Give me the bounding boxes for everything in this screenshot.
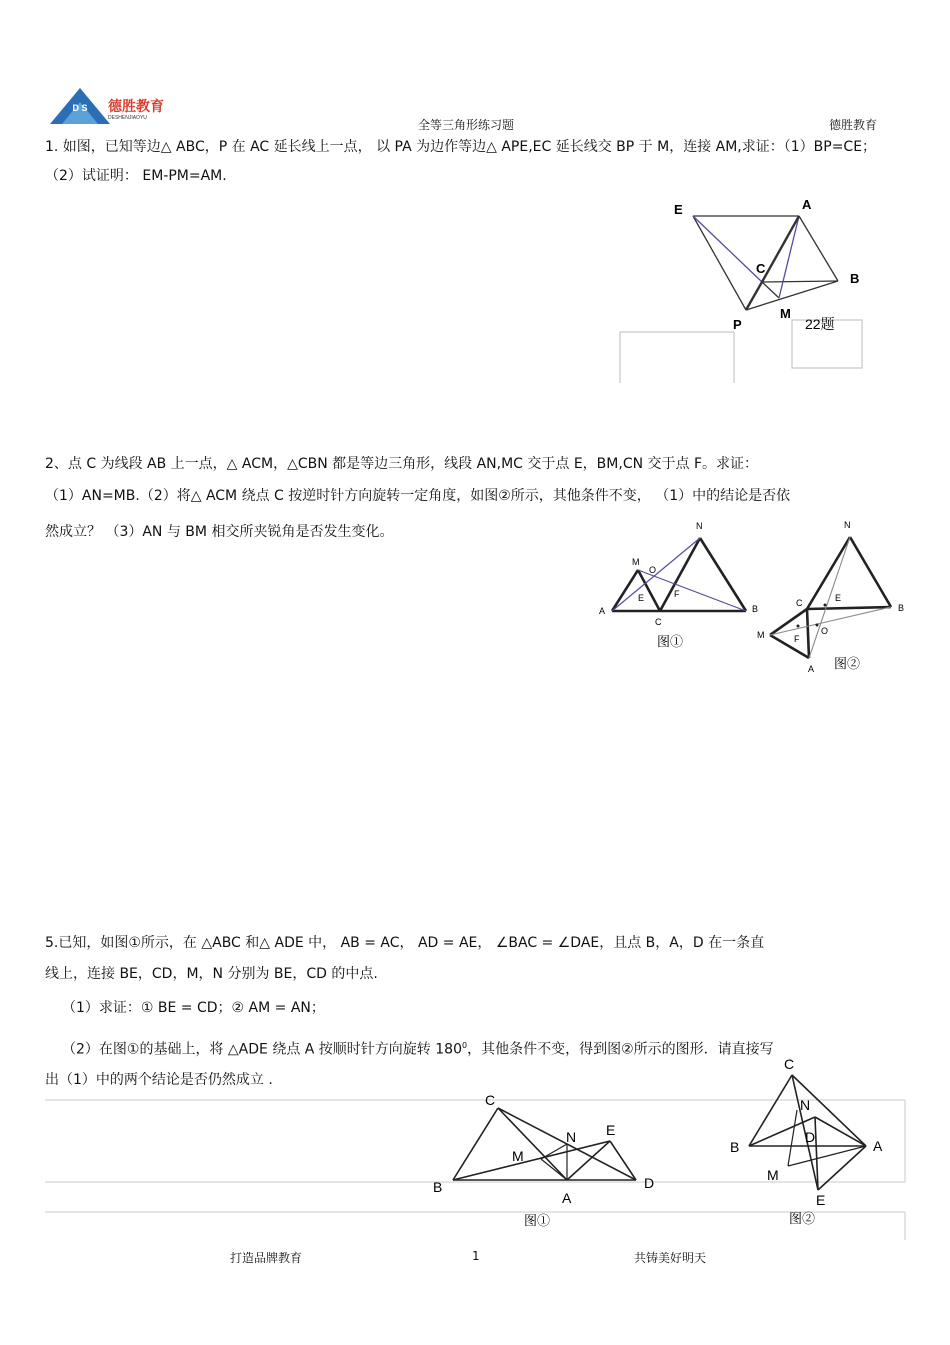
p2f1-label-c: C — [655, 617, 662, 627]
problem-2-line-2: （1）AN=MB.（2）将△ ACM 绕点 C 按逆时针方向旋转一定角度，如图②所示，其他条件不变， （1）中的结论是否依 — [45, 488, 791, 504]
p2f1-label-a: A — [599, 606, 606, 616]
logo-name: 德胜教育 — [108, 98, 164, 114]
logo-pinyin: DESHENJIAOYU — [108, 115, 147, 121]
fig1-label-e: E — [674, 202, 683, 217]
p5f2-label-b: B — [730, 1139, 740, 1155]
p2f1-label-f: F — [674, 589, 680, 599]
p2f2-label-n: N — [844, 520, 851, 530]
p5f2-caption: 图② — [789, 1211, 816, 1226]
p2f2-label-e: E — [835, 593, 842, 603]
problem-1-line-1: 1. 如图，已知等边△ ABC，P 在 AC 延长线上一点， 以 PA 为边作等边△ APE,EC 延长线交 BP 于 M，连接 AM,求证：（1）BP=CE； — [45, 139, 877, 155]
footer-right: 共铸美好明天 — [634, 1251, 707, 1265]
p2f2-caption: 图② — [834, 656, 861, 671]
degree-sup: 0 — [461, 1041, 468, 1050]
problem-1-line-2: （2）试证明： EM-PM=AM. — [45, 168, 227, 184]
p5f1-label-n: N — [566, 1129, 577, 1145]
problem-5-line-5: 出（1）中的两个结论是否仍然成立 . — [45, 1072, 273, 1088]
problem-5-line-1: 5.已知，如图①所示，在 △ABC 和△ ADE 中， AB = AC， AD = AE， ∠BAC = ∠DAE，且点 B，A，D 在一条直 — [45, 935, 765, 951]
p5f2-label-e: E — [816, 1192, 826, 1208]
fig1-label-a: A — [802, 197, 812, 212]
problem-2-line-3: 然成立？ （3）AN 与 BM 相交所夹锐角是否发生变化。 — [45, 524, 394, 540]
footer-left: 打造品牌教育 — [230, 1251, 303, 1265]
p2f2-label-a: A — [808, 664, 815, 674]
p5f2-label-n: N — [800, 1097, 811, 1113]
p5f1-label-a: A — [562, 1190, 572, 1206]
p5f2-label-a: A — [873, 1138, 883, 1154]
p5f1-label-m: M — [512, 1148, 524, 1164]
p2f2-label-c: C — [796, 598, 803, 608]
problem-2-line-1: 2、点 C 为线段 AB 上一点，△ ACM，△CBN 都是等边三角形，线段 AN,MC 交于点 E，BM,CN 交于点 F。求证： — [45, 456, 759, 472]
p5f2-label-c: C — [784, 1056, 795, 1072]
p2f1-label-e: E — [638, 593, 645, 603]
page-number: 1 — [472, 1249, 480, 1263]
problem-5-line-3: （1）求证：① BE = CD；② AM = AN； — [62, 1000, 325, 1016]
fig1-label-b: B — [850, 271, 860, 286]
p2f1-label-o: O — [649, 565, 657, 575]
p2f1-label-n: N — [696, 521, 703, 531]
p5f1-label-b: B — [433, 1179, 443, 1195]
doc-title: 全等三角形练习题 — [418, 118, 515, 132]
p5f2-label-d: D — [805, 1129, 816, 1145]
p5f1-label-d: D — [644, 1175, 655, 1191]
problem-5-line-4b: ，其他条件不变，得到图②所示的图形．请直接写 — [467, 1041, 774, 1058]
p2f2-label-f: F — [794, 634, 800, 644]
p5f1-caption: 图① — [524, 1213, 551, 1228]
p5f1-label-e: E — [606, 1122, 616, 1138]
logo-letters: D S — [72, 103, 88, 113]
p2f2-label-m: M — [757, 630, 765, 640]
p2f1-caption: 图① — [657, 634, 684, 649]
p2f1-label-b: B — [752, 604, 759, 614]
fig1-label-p: P — [733, 317, 742, 332]
fig1-tag: 22题 — [805, 316, 835, 332]
p2f2-label-o: O — [821, 626, 829, 636]
org-name: 德胜教育 — [829, 118, 878, 132]
problem-5-line-4a: （2）在图①的基础上，将 △ADE 绕点 A 按顺时针方向旋转 180 — [62, 1041, 462, 1058]
problem-5-figure-2 — [720, 1050, 900, 1235]
p5f1-label-c: C — [485, 1092, 496, 1108]
p2f2-label-b: B — [898, 603, 905, 613]
problem-5-line-2: 线上，连接 BE，CD，M，N 分别为 BE，CD 的中点. — [45, 966, 378, 982]
fig1-label-c: C — [756, 261, 766, 276]
p5f2-label-m: M — [767, 1167, 779, 1183]
fig1-label-m: M — [780, 306, 791, 321]
problem-5-figure-1 — [425, 1085, 665, 1235]
p2f1-label-m: M — [632, 557, 640, 567]
